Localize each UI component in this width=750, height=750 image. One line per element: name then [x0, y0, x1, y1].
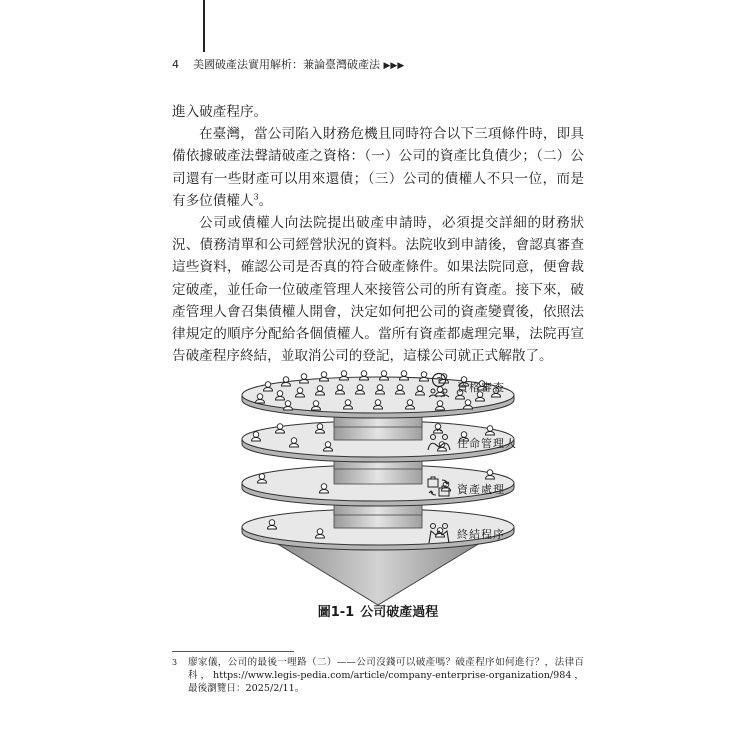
- page-number: 4: [172, 58, 179, 71]
- footnote-rule: [172, 651, 294, 652]
- header-arrows: ▶▶▶: [383, 61, 405, 71]
- svg-text:?: ?: [436, 376, 442, 387]
- legend-label-appoint: 任命管理人: [457, 437, 517, 450]
- legend-item-assets: [426, 474, 546, 504]
- termination-icon: [426, 519, 452, 545]
- down-arrow: [276, 543, 480, 605]
- figure-caption: [172, 601, 584, 620]
- legend-label-termination: 終結程序: [457, 528, 505, 541]
- legend-item-qualification: [426, 372, 546, 402]
- legend-label-assets: 資產處理: [457, 483, 505, 496]
- paragraph-1: 進入破產程序。: [172, 104, 268, 120]
- legend-label-qualification: 資格審查: [457, 381, 505, 394]
- qualification-review-icon: [426, 372, 452, 398]
- legend-item-termination: [426, 519, 546, 549]
- footnote: [172, 656, 584, 695]
- caption-number: 圖1-1: [317, 605, 355, 620]
- book-title: 美國破產法實用解析：兼論臺灣破產法: [193, 58, 380, 71]
- running-head: [172, 56, 404, 72]
- asset-handling-icon: [426, 474, 452, 500]
- paragraph-2-text: 在臺灣，當公司陷入財務危機且同時符合以下三項條件時，即具備依據破產法聲請破產之資格：（一）公司的資產比負債少；（二）公司還有一些財產可以用來還債；（三）公司的債權人不只一位，而是有多位債權人: [172, 126, 584, 209]
- paragraph-2-end: 。: [258, 192, 273, 209]
- caption-text: 公司破產過程: [360, 605, 439, 620]
- appoint-trustee-icon: [426, 428, 452, 454]
- top-rule: [203, 0, 205, 52]
- footnote-text: 廖家儀，公司的最後一哩路（二）——公司沒錢可以破產嗎？破產程序如何進行？，法律百科，https://www.legis-pedia.com/article/company-enterprise-organization/984，最後瀏覽日：2025/2/11。: [188, 657, 584, 694]
- body-text: [172, 101, 584, 367]
- paragraph-3: 公司或債權人向法院提出破產申請時，必須提交詳細的財務狀況、債務清單和公司經營狀況的資料。法院收到申請後，會認真審查這些資料，確認公司是否真的符合破產條件。如果法院同意，便會裁定破產，並任命一位破產管理人來接管公司的所有資產。接下來，破產管理人會召集債權人開會，決定如何把公司的資產變賣後，依照法律規定的順序分配給各個債權人。當所有資產都處理完畢，法院再宣告破產程序終結，並取消公司的登記，這樣公司就正式解散了。: [172, 215, 584, 365]
- paragraph-2: [172, 123, 584, 212]
- footnote-ref: 3: [253, 192, 259, 202]
- legend-item-appoint: [426, 428, 546, 458]
- footnote-mark: 3: [172, 658, 178, 667]
